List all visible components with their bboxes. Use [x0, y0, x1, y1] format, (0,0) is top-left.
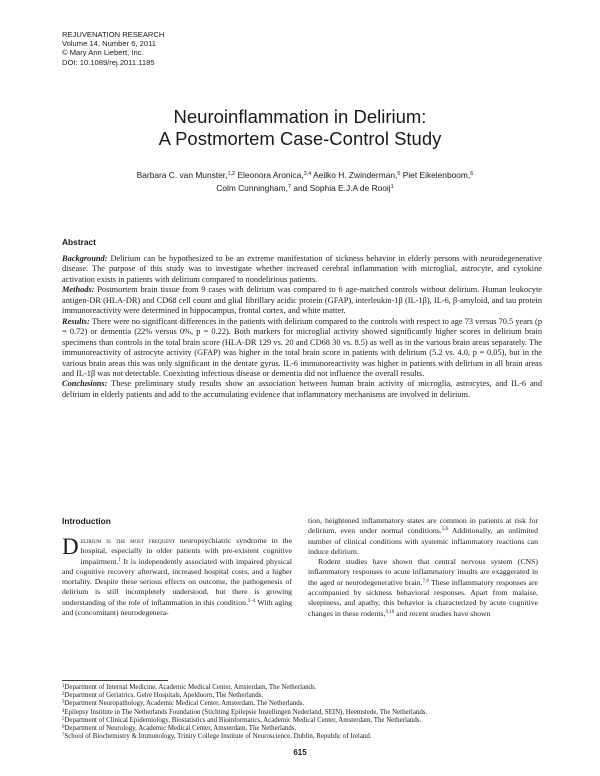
- abstract-background: Background: Delirium can be hypothesized to be an extreme manifestation of sickness behavior in elderly persons with neurodegenerative disease. The purpose of this study was to investigate whether increased cerebral inflammation with microglial, astrocyte, and cytokine activation exists in patients with delirium compared to nondelirious patients.: [62, 254, 542, 284]
- abstract-heading: Abstract: [62, 237, 96, 247]
- footnote: $^7$School of Biochemistry & Immunology, Trinity College Institute of Neuroscience, Dublin, Republic of Ireland.: [62, 733, 372, 741]
- intro-paragraph: tion, heightened inflammatory states are common in patients at risk for delirium, even under normal conditions.$^{5,6}$ Additionally, an unlimited number of clinical conditions with systemic inflammatory reactions can induce delirium.: [308, 516, 538, 556]
- journal-doi: DOI: 10.1089/rej.2011.1185: [62, 57, 155, 67]
- footnote: $^3$Department Neuropathology, Academic Medical Center, Amsterdam, The Netherlands.: [62, 700, 305, 708]
- affiliation-footnotes: [62, 684, 542, 741]
- author: Piet Eikelenboom,$^6$: [402, 170, 474, 180]
- drop-cap: D: [62, 534, 79, 559]
- introduction-heading: Introduction: [62, 516, 111, 526]
- author: Colm Cunningham,$^7$: [216, 183, 292, 193]
- intro-column-right: [308, 516, 538, 619]
- title-line-1: Neuroinflammation in Delirium:: [173, 106, 427, 127]
- footnote: $^2$Department of Geriatrics, Gelre Hospitals, Apeldoorn, The Netherlands.: [62, 692, 264, 700]
- footnote: $^4$Epilepsy Institute in The Netherlands Foundation (Stichting Epilepsie Instellingen Nederland, SEIN), Heemstede, The Netherlands.: [62, 708, 428, 716]
- abstract-conclusions: Conclusions: These preliminary study results show an association between human brain activity of microglia, astrocytes, and IL-6 and delirium in elderly patients and add to the accumulating evidence that inflammatory mechanisms are involved in delirium.: [62, 379, 542, 399]
- author: Barbara C. van Munster,$^{1,2}$: [136, 170, 236, 180]
- intro-column-left: [62, 536, 292, 618]
- journal-copyright: © Mary Ann Liebert, Inc.: [62, 48, 144, 58]
- title-line-2: A Postmortem Case-Control Study: [158, 128, 442, 149]
- intro-paragraph: Delirium is the most frequent neuropsychiatric syndrome in the hospital, especially in older patients with pre-existent cognitive impairment.$^1$ It is independently associated with impaired physical and cognitive recovery afterward, increased hospital costs, and a higher mortality. Despite these serious effects on outcome, the pathogenesis of delirium is still incompletely understood, but there is growing understanding of the role of inflammation in this condition.$^{2-4}$ With aging and (concomitant) neurodegenera-: [62, 534, 293, 618]
- article-title: [0, 106, 600, 150]
- footnote-divider: [62, 680, 168, 681]
- journal-header: [62, 30, 164, 67]
- abstract-methods: Methods: Postmortem brain tissue from 9 cases with delirium was compared to 6 age-matched controls without delirium. Human leukocyte antigen-DR (HLA-DR) and CD68 cell count and glial fibrillary acidic protein (GFAP), interleukin-1β (IL-1β), IL-6, β-amyloid, and tau protein immunoreactivity were determined in hippocampus, frontal cortex, and white matter.: [62, 285, 542, 316]
- abstract-results: Results: There were no significant differences in the patients with delirium compared to the controls with respect to age 73 versus 70.5 years (p = 0.72) or dementia (22% versus 0%, p = 0.22). Both markers for microglial activity showed significantly higher scores in delirium brain specimens than controls in the total brain score (HLA-DR 129 vs. 20 and CD68 30 vs. 8.5) as well as in the various brain areas separately. The immunoreactivity of astrocyte activity (GFAP) was higher in the total brain score in patients with delirium (5.2 vs. 4.0, p = 0.05), but in the various brain areas this was only significant in the dentate gyrus. IL-6 immunoreactivity was higher in patients with delirium in all brain areas and IL-1β was not detectable. Coexisting infectious disease or dementia did not influence the overall results.: [62, 316, 542, 378]
- author-list: [90, 168, 520, 194]
- intro-paragraph: Rodent studies have shown that central nervous system (CNS) inflammatory responses to acute inflammatory insults are exaggerated in the aged or neurodegenerative brain.$^{7,8}$ These inflammatory responses are accompanied by sickness behavioral responses. Apart from malaise, sleepiness, and apathy, this behavior is characterized by acute cognitive changes in these rodents,$^{9,10}$ and recent studies have shown: [308, 557, 538, 618]
- author: Eleonora Aronica,$^{3,4}$: [237, 170, 312, 180]
- journal-volume: Volume 14, Number 6, 2011: [62, 39, 156, 49]
- author: and Sophia E.J.A de Rooij$^1$: [293, 183, 394, 193]
- footnote: $^1$Department of Internal Medicine, Academic Medical Center, Amsterdam, The Netherlands.: [62, 684, 317, 691]
- page-number: 615: [293, 748, 307, 757]
- footnote: $^5$Department of Clinical Epidemiology, Biostatistics and Bioinformatics, Academic Medical Center, Amsterdam, The Netherlands.: [62, 716, 422, 724]
- author: Aeilko H. Zwinderman,$^5$: [313, 170, 401, 180]
- footnote: $^6$Department of Neurology, Academic Medical Center, Amsterdam, The Netherlands.: [62, 725, 297, 733]
- abstract-body: [62, 254, 542, 400]
- journal-name: REJUVENATION RESEARCH: [62, 30, 165, 39]
